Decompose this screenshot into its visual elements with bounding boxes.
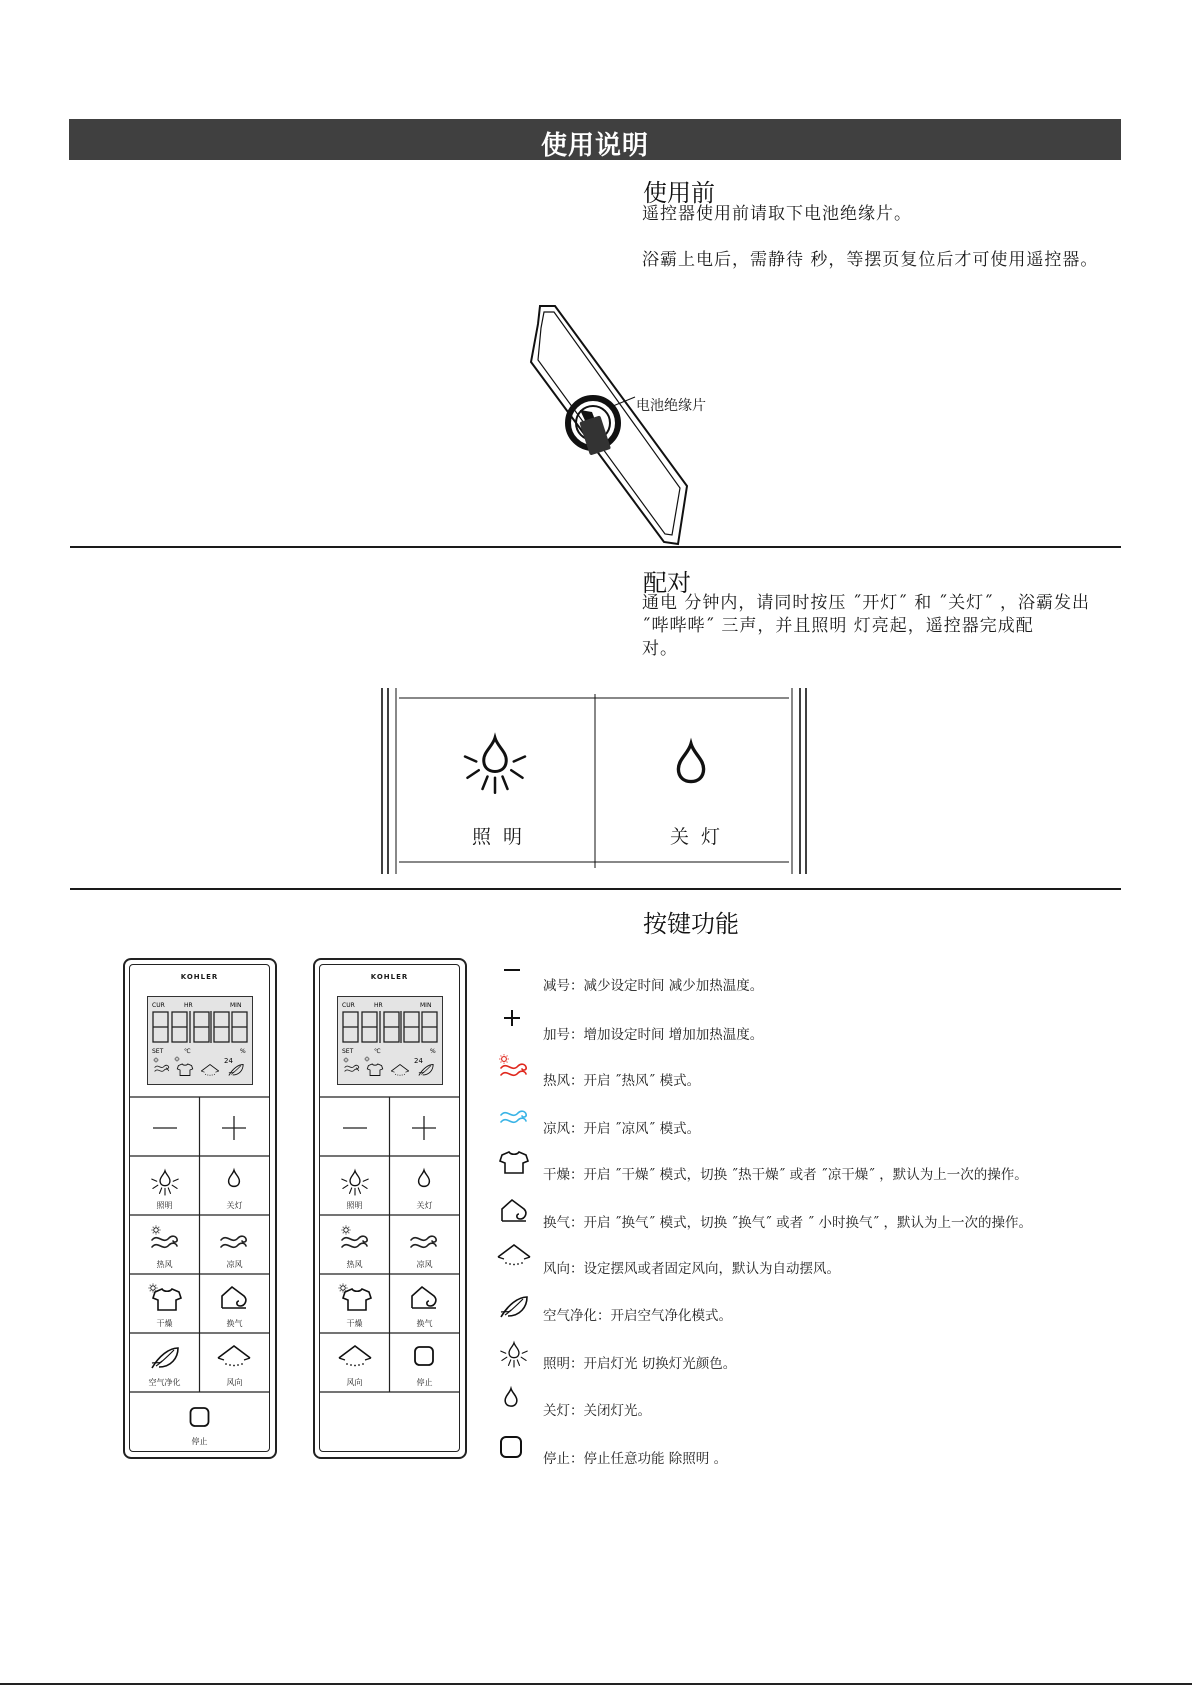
function-desc-wind-direction: 风向：设定摆风或者固定风向，默认为自动摆风。 xyxy=(543,1261,840,1277)
plus-button[interactable] xyxy=(412,1116,436,1140)
section-divider xyxy=(70,546,1121,548)
lcd-display xyxy=(337,996,443,1085)
lcd-min-label: MIN xyxy=(420,1002,432,1009)
light-on-button-label: 照 明 xyxy=(472,826,526,848)
lcd-digits xyxy=(153,1011,247,1043)
light-off-icon xyxy=(678,744,703,782)
plus-icon xyxy=(504,1010,520,1026)
wind-direction-button[interactable]: 风向 xyxy=(346,1378,363,1387)
air-purify-button[interactable]: 空气净化 xyxy=(148,1378,181,1387)
lcd-percent-label: % xyxy=(430,1048,436,1055)
lcd-set-label: SET xyxy=(152,1048,164,1055)
light-off-button-label: 关 灯 xyxy=(670,826,724,848)
remote-back-illustration xyxy=(480,300,700,540)
before-use-heading: 使用前 xyxy=(643,179,715,207)
function-desc-cool-air: 凉风：开启 ˝凉风˝ 模式。 xyxy=(543,1121,701,1137)
cool-air-button[interactable]: 凉风 xyxy=(226,1260,243,1269)
function-icon-column xyxy=(490,955,540,1470)
lcd-hr-label: HR xyxy=(374,1002,383,1009)
function-desc-ventilate: 换气：开启 ˝换气˝ 模式，切换 ˝换气˝ 或者 ˝ 小时换气˝ ，默认为上一次的操作。 xyxy=(543,1215,1033,1231)
ventilate-icon xyxy=(502,1200,526,1221)
lcd-digits xyxy=(343,1011,437,1043)
light-off-icon xyxy=(505,1389,517,1407)
brand-logo: KOHLER xyxy=(180,973,219,981)
remote-control-a xyxy=(123,958,277,1459)
function-desc-stop: 停止：停止任意功能 除照明 。 xyxy=(543,1451,728,1467)
battery-callout-label: 电池绝缘片 xyxy=(636,398,706,414)
lcd-hr-label: HR xyxy=(184,1002,193,1009)
cool-air-icon xyxy=(501,1111,526,1122)
hot-air-button[interactable]: 热风 xyxy=(156,1260,173,1269)
dry-icon xyxy=(500,1152,528,1173)
lcd-display xyxy=(147,996,253,1085)
stop-icon xyxy=(501,1437,521,1457)
page-title: 使用说明 xyxy=(540,131,649,161)
pairing-text-1: 通电 分钟内，请同时按压 ˝开灯˝ 和 ˝关灯˝ ，浴霸发出 xyxy=(642,593,1091,613)
cool-air-button[interactable]: 凉风 xyxy=(416,1260,433,1269)
light-off-button[interactable]: 关灯 xyxy=(416,1201,433,1210)
lcd-celsius-label: ℃ xyxy=(184,1048,191,1055)
air-purify-icon xyxy=(501,1297,527,1317)
lcd-cur-label: CUR xyxy=(342,1002,355,1009)
dry-button[interactable]: 干燥 xyxy=(156,1319,173,1328)
plus-button[interactable] xyxy=(222,1116,246,1140)
key-functions-heading: 按键功能 xyxy=(643,910,739,938)
pairing-heading: 配对 xyxy=(643,569,691,597)
section-divider xyxy=(70,888,1121,890)
brand-logo: KOHLER xyxy=(370,973,409,981)
stop-button[interactable]: 停止 xyxy=(416,1378,433,1387)
hot-air-icon xyxy=(499,1054,526,1075)
light-on-icon xyxy=(501,1343,527,1367)
lcd-number: 24 xyxy=(224,1057,233,1065)
light-on-button[interactable]: 照明 xyxy=(156,1201,173,1210)
pairing-text-2: ˝哔哔哔˝ 三声，并且照明 灯亮起，遥控器完成配 xyxy=(642,616,1034,636)
hot-air-button[interactable]: 热风 xyxy=(346,1260,363,1269)
ventilate-button[interactable]: 换气 xyxy=(226,1319,243,1328)
stop-button[interactable]: 停止 xyxy=(191,1437,208,1446)
before-use-text-1: 遥控器使用前请取下电池绝缘片。 xyxy=(642,204,912,224)
function-desc-dry: 干燥：开启 ˝干燥˝ 模式，切换 ˝热干燥˝ 或者 ˝凉干燥˝ ，默认为上一次的操作。 xyxy=(543,1167,1028,1183)
light-off-button[interactable]: 关灯 xyxy=(226,1201,243,1210)
lcd-set-label: SET xyxy=(342,1048,354,1055)
wind-direction-icon xyxy=(498,1245,530,1265)
function-desc-light-on: 照明：开启灯光 切换灯光颜色。 xyxy=(543,1356,737,1372)
ventilate-button[interactable]: 换气 xyxy=(416,1319,433,1328)
section-banner xyxy=(69,119,1121,160)
lcd-percent-label: % xyxy=(240,1048,246,1055)
function-desc-light-off: 关灯：关闭灯光。 xyxy=(543,1403,651,1419)
function-desc-air-purify: 空气净化：开启空气净化模式。 xyxy=(543,1308,732,1324)
lcd-cur-label: CUR xyxy=(152,1002,165,1009)
lcd-number: 24 xyxy=(414,1057,423,1065)
light-on-icon xyxy=(465,738,525,793)
function-desc-hot-air: 热风：开启 ˝热风˝ 模式。 xyxy=(543,1073,701,1089)
function-desc-minus: 减号：减少设定时间 减少加热温度。 xyxy=(543,978,764,994)
dry-button[interactable]: 干燥 xyxy=(346,1319,363,1328)
lcd-min-label: MIN xyxy=(230,1002,242,1009)
function-desc-plus: 加号：增加设定时间 增加加热温度。 xyxy=(543,1027,764,1043)
wind-direction-button[interactable]: 风向 xyxy=(226,1378,243,1387)
battery-cover-icon xyxy=(568,398,618,456)
lcd-celsius-label: ℃ xyxy=(374,1048,381,1055)
light-on-button[interactable]: 照明 xyxy=(346,1201,363,1210)
pairing-text-3: 对。 xyxy=(642,639,678,659)
remote-control-b xyxy=(313,958,467,1459)
pairing-buttons-panel xyxy=(380,686,810,876)
before-use-text-2: 浴霸上电后，需静待 秒，等摆页复位后才可使用遥控器。 xyxy=(642,250,1099,270)
